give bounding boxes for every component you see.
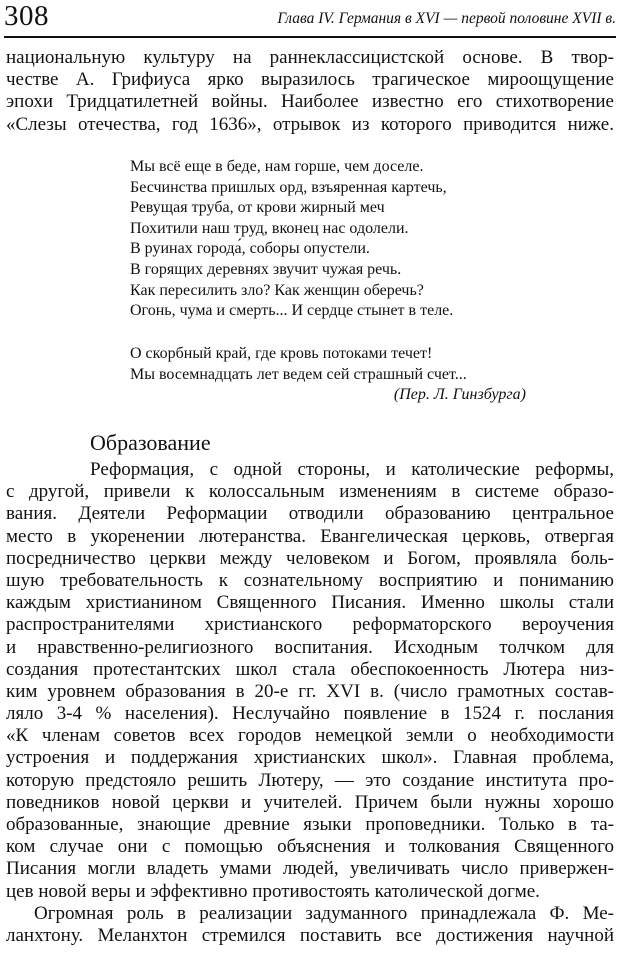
poem-line: В горящих деревнях звучит чужая речь. xyxy=(130,260,402,278)
text-line: цев новой веры и эффективно противостоять католической догме. xyxy=(6,880,540,902)
poem-line: Ревущая труба, от крови жирный меч xyxy=(130,199,385,217)
text-line: ляло 3-4 % населения). Неслучайно появление в 1524 г. послания xyxy=(6,703,614,725)
poem-line: В руинах города́, соборы опустели. xyxy=(130,240,370,258)
text-line: с другой, привели к колоссальным изменениям в системе образо- xyxy=(6,481,614,503)
text-line: вания. Деятели Реформации отводили образованию центральное xyxy=(6,503,614,525)
text-line: создания протестантских школ стала обеспокоенность Лютера низ- xyxy=(6,658,614,680)
poem-stanza-1 xyxy=(130,157,550,322)
intro-paragraph xyxy=(6,47,614,136)
text-line: шую требовательность к сознательному восприятию и пониманию xyxy=(6,569,614,591)
poem-line: О скорбный край, где кровь потоками течет! xyxy=(130,345,433,362)
text-line: образованные, знающие древние языки проповедники. Только в та- xyxy=(6,814,614,835)
text-line: ком случае они с помощью объяснения и толкования Священного xyxy=(6,836,614,858)
poem-line: Огонь, чума и смерть... И сердце стынет в теле. xyxy=(130,302,454,320)
text-line: ланхтону. Меланхтон стремился поставить все достижения научной xyxy=(6,924,614,946)
poem-stanza-2 xyxy=(130,344,550,406)
text-line: эпохи Тридцатилетней войны. Наиболее известно его стихотворение xyxy=(6,91,614,113)
poem-line: Мы восемнадцать лет ведем сей страшный счет... xyxy=(130,365,467,383)
text-line: Огромная роль в реализации задуманного принадлежала Ф. Ме- xyxy=(34,902,614,924)
page-header xyxy=(4,0,616,38)
poem-line: Как пересилить зло? Как женщин оберечь? xyxy=(130,281,424,299)
text-line: национальную культуру на раннеклассицистской основе. В твор- xyxy=(6,47,614,68)
text-line: устроения и поддержания христианских школ». Главная проблема, xyxy=(6,747,614,769)
poem-line: Мы всё еще в беде, нам горше, чем доселе. xyxy=(130,158,424,175)
text-line: Реформация, с одной стороны, и католические реформы, xyxy=(90,459,614,480)
text-line: посредничество церкви между человеком и Богом, проявляла боль- xyxy=(6,547,614,569)
text-line: честве А. Грифиуса ярко выразилось трагическое мироощущение xyxy=(6,69,614,91)
text-line: «К членам советов всех городов немецкой земли о необходимости xyxy=(6,725,614,747)
text-line: место в укоренении лютеранства. Евангелическая церковь, отвергая xyxy=(6,525,614,547)
text-line: распространителями христианского реформаторского вероучения xyxy=(6,614,614,636)
section-heading: Образование xyxy=(90,430,211,455)
poem-line: Похитили наш труд, вконец нас одолели. xyxy=(130,219,409,237)
poem-attribution: (Пер. Л. Гинзбурга) xyxy=(393,386,526,404)
section-paragraph xyxy=(6,459,614,947)
text-line: «Слезы отечества, год 1636», отрывок из которого приводится ниже. xyxy=(6,113,614,135)
text-line: которую предстояло решить Лютеру, — это создание института про- xyxy=(6,769,614,791)
text-line: и нравственно-религиозного воспитания. Исходным толчком для xyxy=(6,636,614,658)
text-line: поведников новой церкви и учителей. Причем были нужны хорошо xyxy=(6,791,614,813)
poem-line: Бесчинства пришлых орд, взъяренная картечь, xyxy=(130,178,447,196)
running-head: Глава IV. Германия в XVI — первой половине XVII в. xyxy=(277,10,616,27)
page-number: 308 xyxy=(4,0,49,32)
text-line: каждым христианином Священного Писания. Именно школы стали xyxy=(6,592,614,614)
text-line: Писания могли владеть умами людей, увеличивать число привержен- xyxy=(6,858,614,880)
text-line: ким уровнем образования в 20-е гг. XVI в. (число грамотных состав- xyxy=(6,680,614,702)
